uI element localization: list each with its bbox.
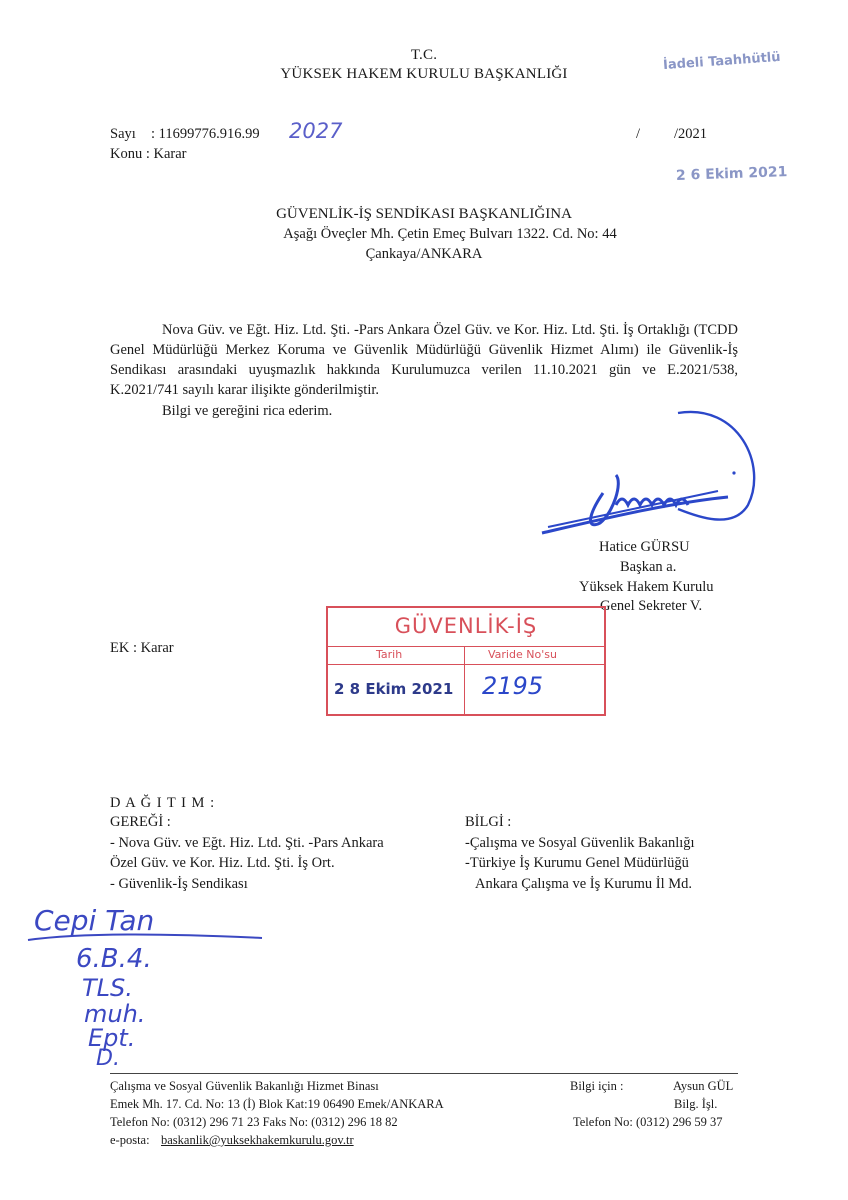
header-tc: T.C. <box>410 47 438 63</box>
signatory-title-2: Yüksek Hakem Kurulu <box>579 579 714 595</box>
sayi-handwritten-number: 2027 <box>289 119 343 143</box>
bilgi-item-3: Ankara Çalışma ve İş Kurumu İl Md. <box>475 876 693 892</box>
handwritten-underline <box>26 928 266 944</box>
signatory-title-3: Genel Sekreter V. <box>600 598 703 614</box>
handwritten-note-line-3: TLS. <box>82 974 133 1002</box>
footer-email-link[interactable]: baskanlik@yuksekhakemkurulu.gov.tr <box>161 1133 354 1147</box>
stamp-number: 2195 <box>482 672 544 700</box>
sayi-value: : 11699776.916.99 <box>151 126 260 142</box>
stamp-date-label: Tarih <box>376 648 403 661</box>
attachment-line: EK : Karar <box>110 640 174 656</box>
handwritten-note-line-6: D. <box>96 1046 120 1071</box>
received-stamp <box>326 606 606 716</box>
bilgi-item-2: -Türkiye İş Kurumu Genel Müdürlüğü <box>465 855 689 871</box>
geregi-item-2: - Güvenlik-İş Sendikası <box>110 876 248 892</box>
date-stamp: 2 6 Ekim 2021 <box>675 164 788 184</box>
stamp-date: 2 8 Ekim 2021 <box>334 680 454 698</box>
distribution-heading: D A Ğ I T I M : <box>110 795 216 811</box>
signatory-title-1: Başkan a. <box>620 559 677 575</box>
footer-info-role: Bilg. İşl. <box>674 1097 718 1111</box>
footer-email-label: e-posta: <box>110 1133 150 1147</box>
institution-title: YÜKSEK HAKEM KURULU BAŞKANLIĞI <box>280 66 568 82</box>
handwritten-note-line-4: muh. <box>84 1000 146 1028</box>
stamp-title: GÜVENLİK-İŞ <box>394 614 538 638</box>
handwritten-note-line-2: 6.B.4. <box>76 944 152 974</box>
recipient-address: Aşağı Öveçler Mh. Çetin Emeç Bulvarı 1322. Cd. No: 44 <box>283 226 617 242</box>
signatory-name: Hatice GÜRSU <box>599 539 690 555</box>
ref-year: /2021 <box>674 126 708 142</box>
footer-info-phone: Telefon No: (0312) 296 59 37 <box>573 1115 723 1129</box>
bilgi-label: BİLGİ : <box>465 814 512 830</box>
bilgi-item-1: -Çalışma ve Sosyal Güvenlik Bakanlığı <box>465 835 695 851</box>
geregi-item-1a: - Nova Güv. ve Eğt. Hiz. Ltd. Şti. -Pars Ankara <box>110 835 384 851</box>
footer-info-name: Aysun GÜL <box>673 1079 734 1093</box>
body-paragraph: Nova Güv. ve Eğt. Hiz. Ltd. Şti. -Pars Ankara Özel Güv. ve Kor. Hiz. Ltd. Şti. İş Ortaklığı (TCDD Genel Müdürlüğü Merkez Koruma ve Güvenlik Müdürlüğü Güvenlik Hizmet Alımı) ile Güvenlik-İş Sendikası arasındaki uyuşmazlık hakkında Kurulumuzca verilen 11.10.2021 gün ve E.2021/538, K.2021/741 sayılı karar ilişikte gönderilmiştir. <box>110 322 738 398</box>
sayi-label: Sayı <box>110 126 136 142</box>
registered-mail-stamp: İadeli Taahhütlü <box>662 49 781 74</box>
geregi-label: GEREĞİ : <box>110 814 171 830</box>
recipient-city: Çankaya/ANKARA <box>365 246 483 262</box>
handwritten-note-line-5: Ept. <box>88 1024 136 1052</box>
geregi-item-1b: Özel Güv. ve Kor. Hiz. Ltd. Şti. İş Ort. <box>110 855 335 871</box>
footer-address-2: Emek Mh. 17. Cd. No: 13 (İ) Blok Kat:19 06490 Emek/ANKARA <box>110 1097 444 1111</box>
footer-address-1: Çalışma ve Sosyal Güvenlik Bakanlığı Hizmet Binası <box>110 1079 379 1093</box>
footer-divider <box>110 1073 738 1074</box>
footer-info-label: Bilgi için : <box>570 1079 624 1093</box>
konu-line: Konu : Karar <box>110 146 187 162</box>
body-closing: Bilgi ve gereğini rica ederim. <box>162 403 333 419</box>
ref-slash: / <box>636 126 641 142</box>
footer-phone: Telefon No: (0312) 296 71 23 Faks No: (0312) 296 18 82 <box>110 1115 398 1129</box>
stamp-number-label: Varide No'su <box>488 648 557 661</box>
signature-scribble <box>528 405 778 545</box>
handwritten-note-line-1: Cepi Tan <box>34 904 155 937</box>
recipient-name: GÜVENLİK-İŞ SENDİKASI BAŞKANLIĞINA <box>276 206 572 222</box>
